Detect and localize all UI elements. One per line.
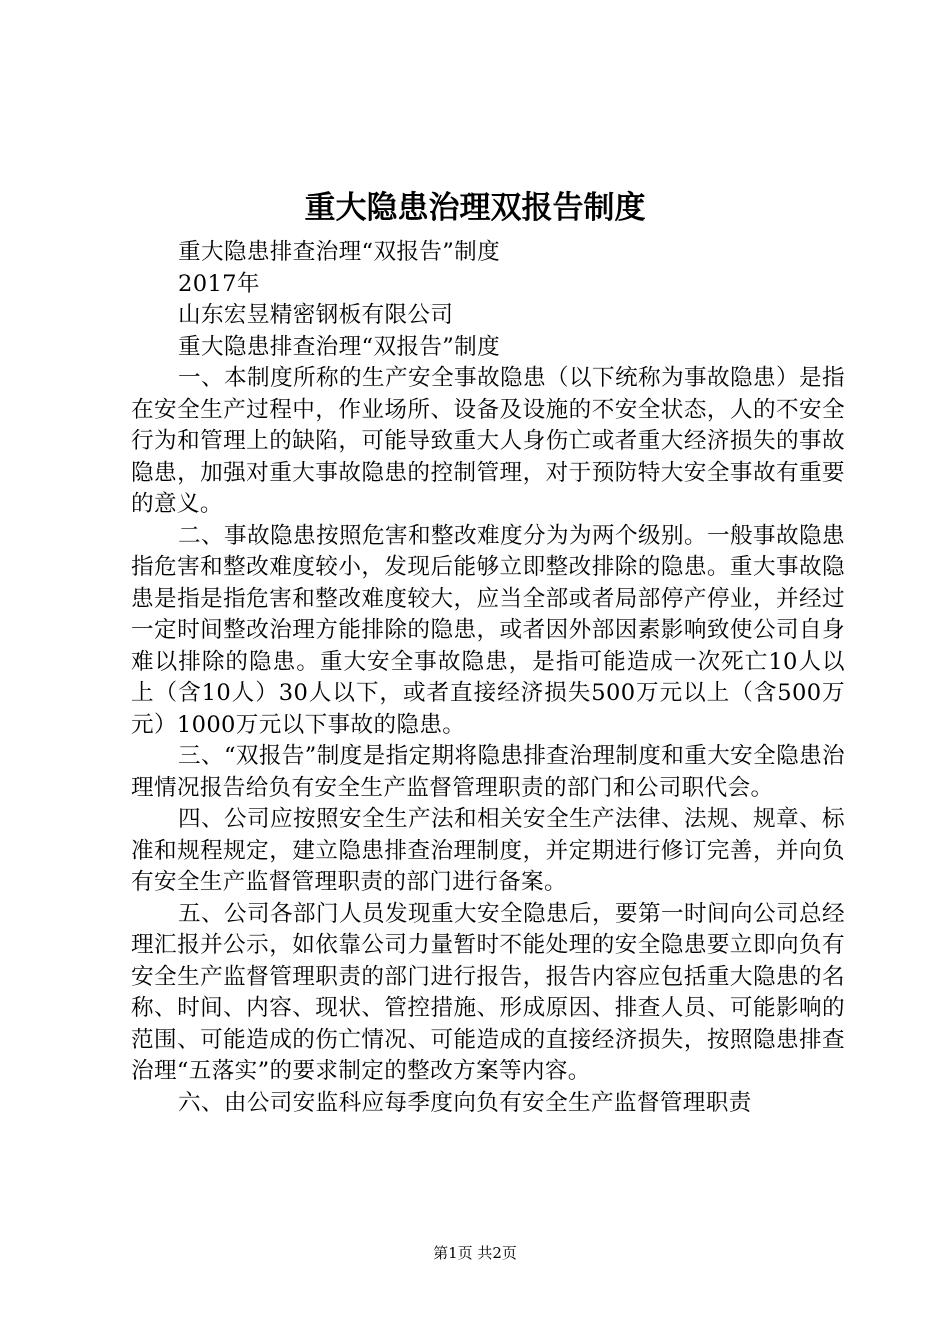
document-body: [131, 237, 845, 1119]
company-paragraph: 山东宏昱精密钢板有限公司: [178, 302, 454, 328]
page-footer: 第1页 共2页: [433, 1244, 517, 1262]
year-paragraph: 2017年: [178, 270, 260, 297]
section-2-paragraph: 二、事故隐患按照危害和整改难度分为为两个级别。一般事故隐患指危害和整改难度较小，发现后能够立即整改排除的隐患。重大事故隐患是指是指危害和整改难度较大，应当全部或者局部停产停业，并经过一定时间整改治理方能排除的隐患，或者因外部因素影响致使公司自身难以排除的隐患。重大安全事故隐患，是指可能造成一次死亡10人以上（含10人）30人以下，或者直接经济损失500万元以上（含500万元）1000万元以下事故的隐患。: [131, 522, 845, 738]
section-6-paragraph: 六、由公司安监科应每季度向负有安全生产监督管理职责: [178, 1089, 752, 1116]
section-5-paragraph: 五、公司各部门人员发现重大安全隐患后，要第一时间向公司总经理汇报并公示，如依靠公司力量暂时不能处理的安全隐患要立即向负有安全生产监督管理职责的部门进行报告，报告内容应包括重大隐患的名称、时间、内容、现状、管控措施、形成原因、排查人员、可能影响的范围、可能造成的伤亡情况、可能造成的直接经济损失，按照隐患排查治理“五落实”的要求制定的整改方案等内容。: [131, 900, 845, 1084]
document-title: 重大隐患治理双报告制度: [304, 190, 646, 226]
heading-paragraph: 重大隐患排查治理“双报告”制度: [178, 333, 501, 360]
section-4-paragraph: 四、公司应按照安全生产法和相关安全生产法律、法规、规章、标准和规程规定，建立隐患排查治理制度，并定期进行修订完善，并向负有安全生产监督管理职责的部门进行备案。: [131, 806, 845, 895]
section-1-paragraph: 一、本制度所称的生产安全事故隐患（以下统称为事故隐患）是指在安全生产过程中，作业场所、设备及设施的不安全状态，人的不安全行为和管理上的缺陷，可能导致重大人身伤亡或者重大经济损失的事故隐患，加强对重大事故隐患的控制管理，对于预防特大安全事故有重要的意义。: [131, 365, 845, 517]
subtitle-paragraph: 重大隐患排查治理“双报告”制度: [178, 239, 501, 265]
section-3-paragraph: 三、“双报告”制度是指定期将隐患排查治理制度和重大安全隐患治理情况报告给负有安全生产监督管理职责的部门和公司职代会。: [131, 743, 845, 801]
